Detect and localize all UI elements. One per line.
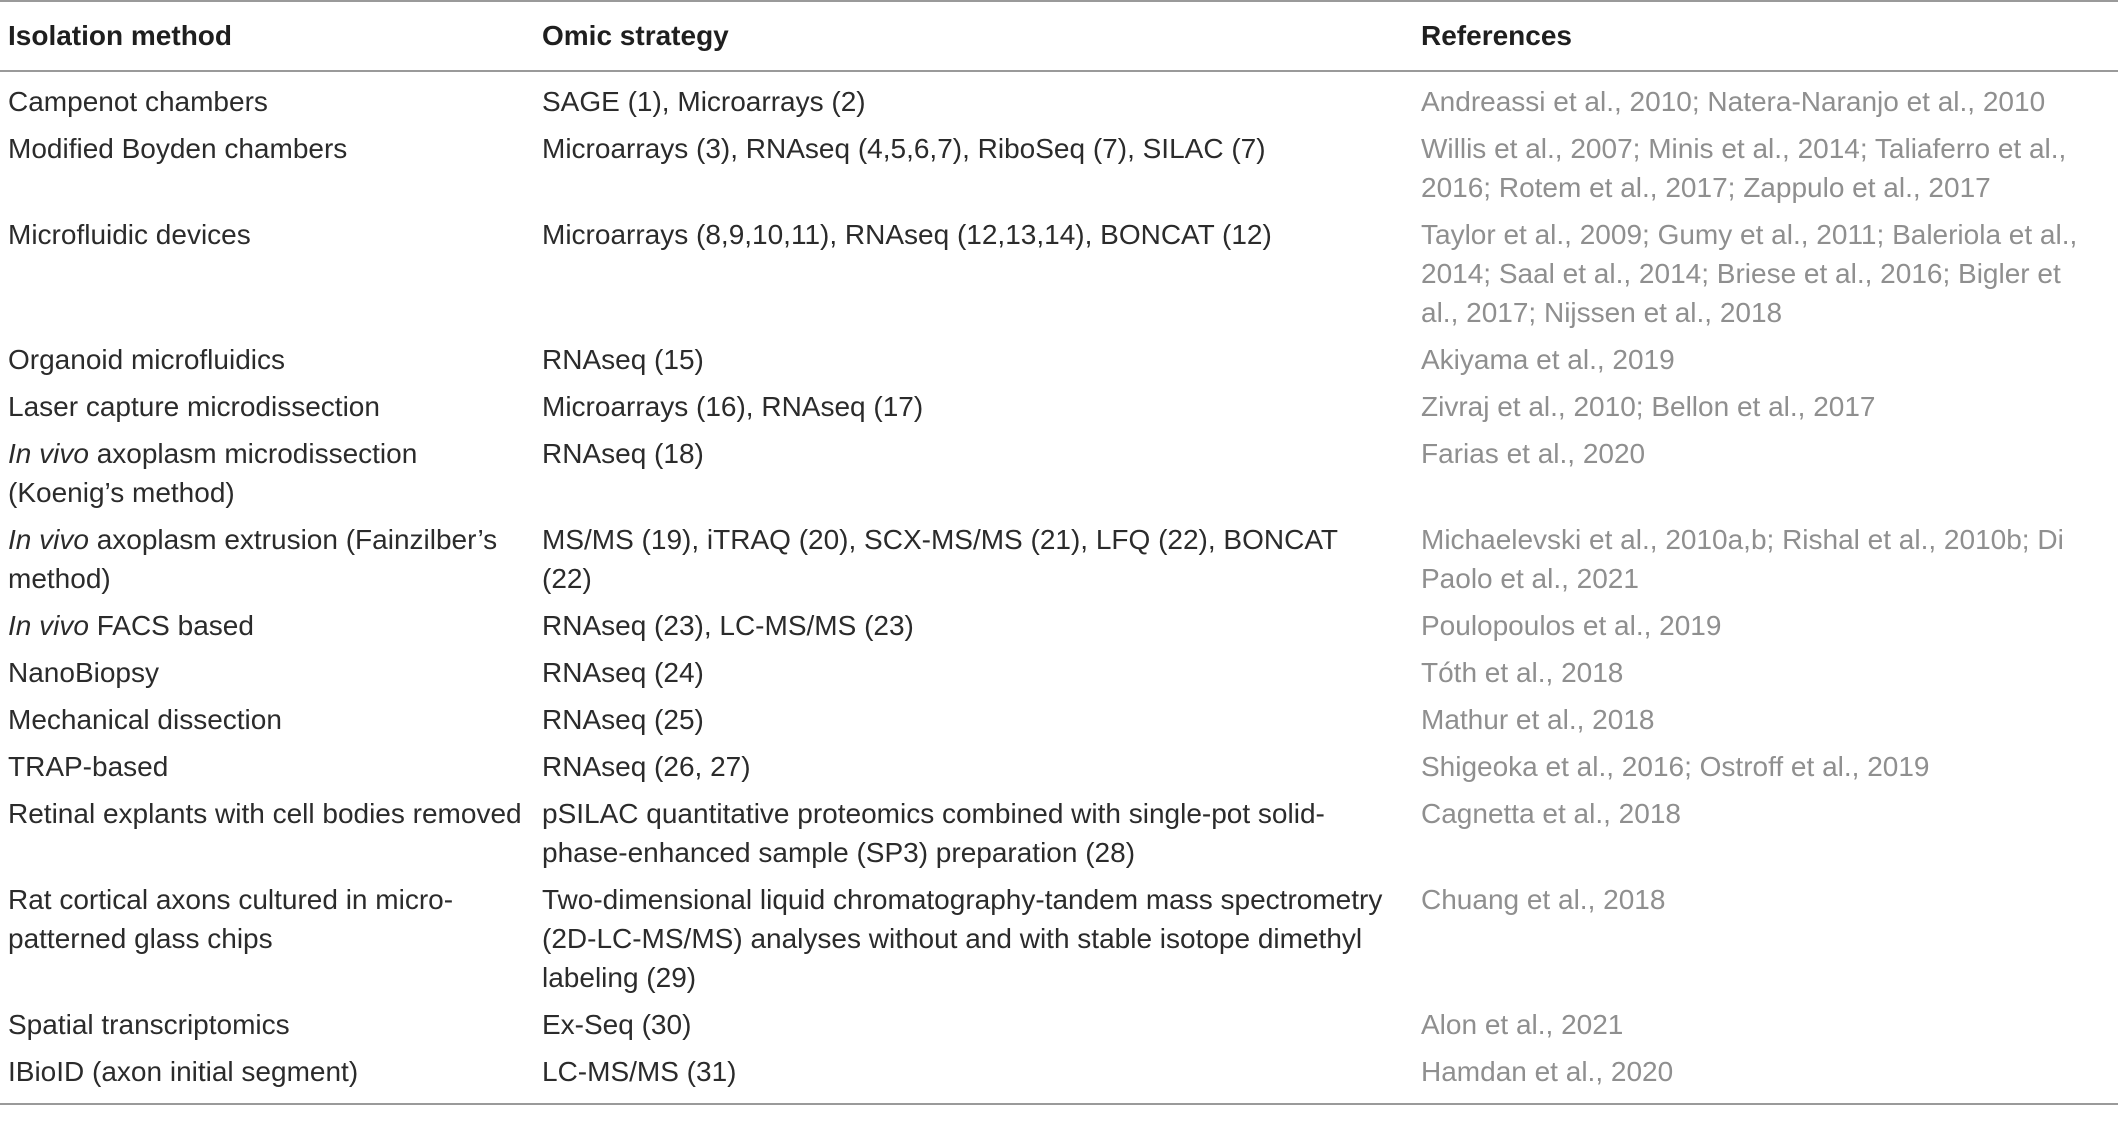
- isolation-method-cell: [0, 1001, 534, 1048]
- table-row: [0, 125, 2118, 211]
- references-cell: Zivraj et al., 2010; Bellon et al., 2017: [1421, 391, 1876, 422]
- method-italic-prefix: In vivo: [8, 524, 89, 555]
- references-cell: Alon et al., 2021: [1421, 1009, 1624, 1040]
- isolation-method-cell: [0, 602, 534, 649]
- omic-strategy-cell: Microarrays (16), RNAseq (17): [542, 391, 924, 422]
- method-text: Spatial transcriptomics: [8, 1009, 290, 1040]
- isolation-method-cell: [0, 71, 534, 125]
- table-body: [0, 71, 2118, 1104]
- table-row: [0, 71, 2118, 125]
- omic-strategy-cell: SAGE (1), Microarrays (2): [542, 86, 866, 117]
- table-header: [0, 1, 2118, 71]
- method-text: Microfluidic devices: [8, 219, 251, 250]
- table-row: [0, 790, 2118, 876]
- omic-strategy-cell: Microarrays (3), RNAseq (4,5,6,7), RiboSeq (7), SILAC (7): [542, 133, 1266, 164]
- omic-strategy-cell: RNAseq (15): [542, 344, 704, 375]
- table-row: [0, 876, 2118, 1001]
- isolation-method-cell: [0, 516, 534, 602]
- isolation-method-cell: [0, 876, 534, 1001]
- isolation-method-cell: [0, 743, 534, 790]
- references-cell: Cagnetta et al., 2018: [1421, 798, 1681, 829]
- table-row: [0, 1001, 2118, 1048]
- table-row: [0, 602, 2118, 649]
- method-text: TRAP-based: [8, 751, 169, 782]
- table-row: [0, 696, 2118, 743]
- method-text: Campenot chambers: [8, 86, 268, 117]
- header-isolation-method: Isolation method: [8, 20, 232, 51]
- references-cell: Taylor et al., 2009; Gumy et al., 2011; Baleriola et al., 2014; Saal et al., 2014; Briese et al., 2016; Bigler et al., 2017; Nijssen et al., 2018: [1421, 219, 2078, 328]
- header-references: References: [1421, 20, 1572, 51]
- omic-strategy-cell: Two-dimensional liquid chromatography-tandem mass spectrometry (2D-LC-MS/MS) analyses without and with stable isotope dimethyl labeling (29): [542, 884, 1383, 993]
- omic-strategy-cell: RNAseq (23), LC-MS/MS (23): [542, 610, 914, 641]
- method-text: IBioID (axon initial segment): [8, 1056, 359, 1087]
- isolation-method-cell: [0, 696, 534, 743]
- omic-strategy-cell: RNAseq (18): [542, 438, 704, 469]
- isolation-method-cell: [0, 383, 534, 430]
- isolation-method-cell: [0, 790, 534, 876]
- method-text: axoplasm extrusion (Fainzilber’s method): [8, 524, 498, 594]
- omic-strategy-cell: Ex-Seq (30): [542, 1009, 692, 1040]
- table-row: [0, 336, 2118, 383]
- omic-strategy-cell: Microarrays (8,9,10,11), RNAseq (12,13,14), BONCAT (12): [542, 219, 1272, 250]
- references-cell: Willis et al., 2007; Minis et al., 2014; Taliaferro et al., 2016; Rotem et al., 2017; Zappulo et al., 2017: [1421, 133, 2067, 203]
- omic-strategy-cell: LC-MS/MS (31): [542, 1056, 737, 1087]
- references-cell: Michaelevski et al., 2010a,b; Rishal et al., 2010b; Di Paolo et al., 2021: [1421, 524, 2064, 594]
- references-cell: Hamdan et al., 2020: [1421, 1056, 1674, 1087]
- isolation-method-cell: [0, 211, 534, 336]
- isolation-method-cell: [0, 1048, 534, 1104]
- references-cell: Akiyama et al., 2019: [1421, 344, 1675, 375]
- references-cell: Chuang et al., 2018: [1421, 884, 1666, 915]
- isolation-method-cell: [0, 125, 534, 211]
- references-cell: Shigeoka et al., 2016; Ostroff et al., 2019: [1421, 751, 1930, 782]
- omic-strategy-cell: pSILAC quantitative proteomics combined with single-pot solid-phase-enhanced sample (SP3) preparation (28): [542, 798, 1325, 868]
- isolation-method-cell: [0, 336, 534, 383]
- method-text: FACS based: [88, 610, 254, 641]
- omic-strategy-cell: RNAseq (24): [542, 657, 704, 688]
- header-omic-strategy: Omic strategy: [542, 20, 729, 51]
- isolation-method-cell: [0, 649, 534, 696]
- references-cell: Tóth et al., 2018: [1421, 657, 1624, 688]
- references-cell: Andreassi et al., 2010; Natera-Naranjo et al., 2010: [1421, 86, 2046, 117]
- references-cell: Farias et al., 2020: [1421, 438, 1646, 469]
- method-text: axoplasm microdissection (Koenig’s method): [8, 438, 418, 508]
- method-text: Modified Boyden chambers: [8, 133, 348, 164]
- header-row: [0, 1, 2118, 71]
- isolation-method-cell: [0, 430, 534, 516]
- omic-strategy-cell: RNAseq (25): [542, 704, 704, 735]
- method-text: NanoBiopsy: [8, 657, 159, 688]
- references-cell: Mathur et al., 2018: [1421, 704, 1655, 735]
- table-row: [0, 743, 2118, 790]
- method-text: Laser capture microdissection: [8, 391, 380, 422]
- method-text: Retinal explants with cell bodies removed: [8, 798, 522, 829]
- table-row: [0, 1048, 2118, 1104]
- method-text: Organoid microfluidics: [8, 344, 285, 375]
- method-text: Mechanical dissection: [8, 704, 282, 735]
- omic-strategy-cell: MS/MS (19), iTRAQ (20), SCX-MS/MS (21), LFQ (22), BONCAT (22): [542, 524, 1338, 594]
- table-row: [0, 516, 2118, 602]
- method-text: Rat cortical axons cultured in micro-patterned glass chips: [8, 884, 454, 954]
- method-italic-prefix: In vivo: [8, 610, 89, 641]
- omic-strategy-cell: RNAseq (26, 27): [542, 751, 751, 782]
- table-row: [0, 211, 2118, 336]
- method-italic-prefix: In vivo: [8, 438, 89, 469]
- table-row: [0, 649, 2118, 696]
- table-row: [0, 430, 2118, 516]
- table-row: [0, 383, 2118, 430]
- references-cell: Poulopoulos et al., 2019: [1421, 610, 1722, 641]
